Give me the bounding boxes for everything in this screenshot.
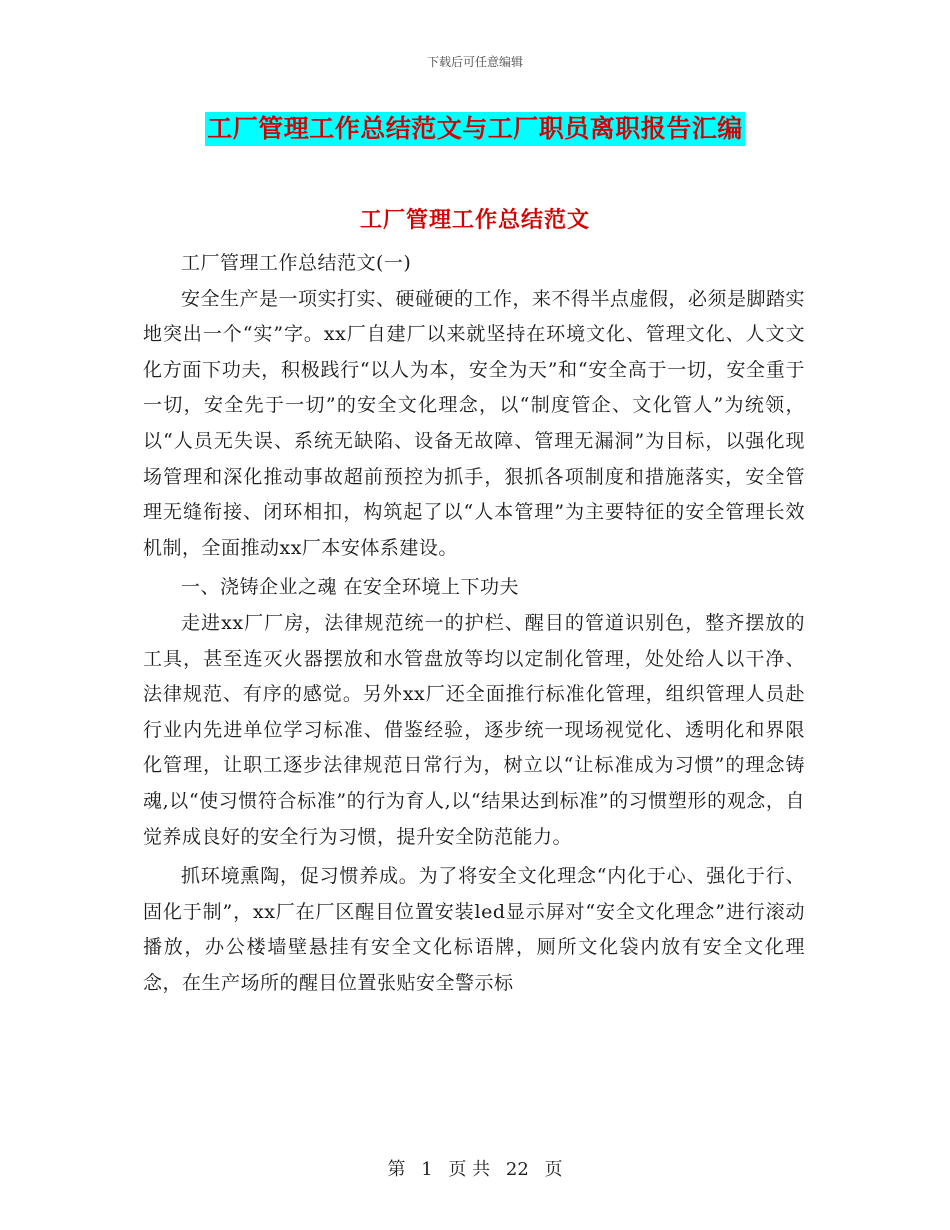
footer-mid: 页 共 [448, 1159, 491, 1180]
document-title [0, 112, 950, 146]
body-paragraph: 安全生产是一项实打实、硬碰硬的工作，来不得半点虚假，必须是脚踏实地突出一个“实”字。xx厂自建厂以来就坚持在环境文化、管理文化、人文文化方面下功夫，积极践行“以人为本，安全为天”和“安全高于一切，安全重于一切，安全先于一切”的安全文化理念，以“制度管企、文化管人”为统领，以“人员无失误、系统无缺陷、设备无故障、管理无漏洞”为目标，以强化现场管理和深化推动事故超前预控为抓手，狠抓各项制度和措施落实，安全管理无缝衔接、闭环相扣，构筑起了以“人本管理”为主要特征的安全管理长效机制，全面推动xx厂本安体系建设。 [143, 287, 806, 559]
section-title: 工厂管理工作总结范文 [359, 207, 590, 233]
page-footer [0, 1155, 950, 1181]
document-body [143, 246, 805, 1001]
footer-suffix: 页 [544, 1159, 563, 1180]
body-paragraph: 抓环境熏陶，促习惯养成。为了将安全文化理念“内化于心、强化于行、固化于制”，xx厂在厂区醒目位置安装led显示屏对“安全文化理念”进行滚动播放，办公楼墙壁悬挂有安全文化标语牌，厕所文化袋内放有安全文化理念，在生产场所的醒目位置张贴安全警示标 [143, 865, 805, 994]
body-paragraph: 走进xx厂厂房，法律规范统一的护栏、醒目的管道识别色，整齐摆放的工具，甚至连灭火器摆放和水管盘放等均以定制化管理，处处给人以干净、法律规范、有序的感觉。另外xx厂还全面推行标准化管理，组织管理人员赴行业内先进单位学习标准、借鉴经验，逐步统一现场视觉化、透明化和界限化管理，让职工逐步法律规范日常行为，树立以“让标准成为习惯”的理念铸魂,以“使习惯符合标准”的行为育人,以“结果达到标准”的习惯塑形的观念，自觉养成良好的安全行为习惯，提升安全防范能力。 [143, 611, 805, 848]
footer-prefix: 第 [387, 1159, 406, 1180]
subsection-heading: 工厂管理工作总结范文(一) [181, 252, 412, 274]
header-note: 下载后可任意编辑 [426, 55, 523, 69]
document-title-text: 工厂管理工作总结范文与工厂职员离职报告汇编 [205, 112, 745, 146]
page-total: 22 [505, 1159, 529, 1180]
page-number: 1 [421, 1159, 433, 1180]
subsection-heading: 一、浇铸企业之魂 在安全环境上下功夫 [181, 576, 520, 599]
